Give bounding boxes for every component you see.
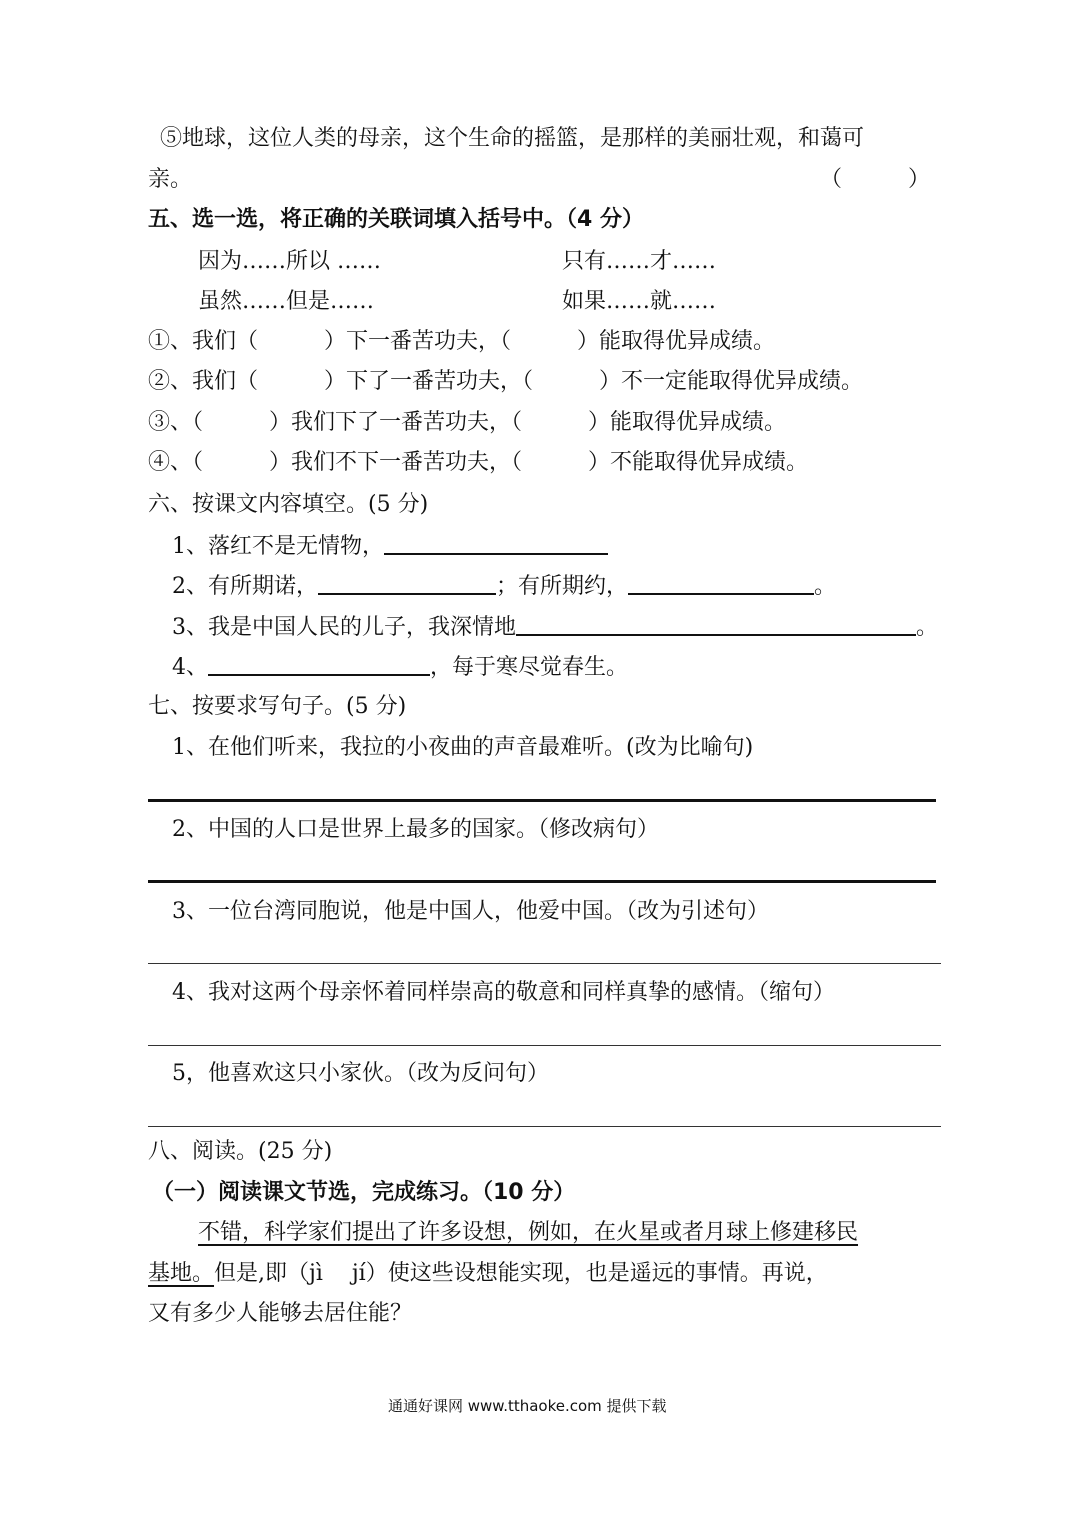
item4-text-a: 4、 — [172, 655, 208, 680]
section8-title: 八、阅读。(25 分) — [148, 1139, 333, 1164]
section7-item2: 2、中国的人口是世界上最多的国家。（修改病句） — [172, 817, 659, 842]
section7-title: 七、按要求写句子。(5 分) — [148, 694, 407, 719]
item2-text-b: ；有所期约， — [496, 574, 629, 599]
answer-line[interactable] — [148, 1045, 941, 1046]
option-suiran: 虽然……但是…… — [198, 289, 375, 314]
option-zhiyou: 只有……才…… — [562, 249, 717, 274]
section6-item1 — [172, 531, 608, 562]
answer-bracket: （ ） — [820, 167, 931, 192]
section6-item3 — [172, 612, 938, 643]
section5-item4: ④、（ ）我们不下一番苦功夫，（ ）不能取得优异成绩。 — [148, 450, 809, 475]
section7-item5: 5，他喜欢这只小家伙。（改为反问句） — [172, 1061, 549, 1086]
q4-item5-line1: ⑤地球，这位人类的母亲，这个生命的摇篮，是那样的美丽壮观，和蔼可 — [160, 126, 865, 151]
fill-blank[interactable] — [516, 612, 916, 636]
footer-text: 通通好课网 www.tthaoke.com 提供下载 — [388, 1397, 667, 1415]
item2-text-c: 。 — [814, 574, 837, 599]
section5-title: 五、选一选，将正确的关联词填入括号中。（4 分） — [148, 207, 644, 232]
section7-item4: 4、我对这两个母亲怀着同样崇高的敬意和同样真挚的感情。（缩句） — [172, 980, 835, 1005]
answer-line[interactable] — [148, 799, 936, 802]
item4-text-b: ，每于寒尽觉春生。 — [430, 655, 629, 680]
answer-line[interactable] — [148, 1126, 941, 1127]
reading-para-line2 — [148, 1259, 828, 1289]
item2-text-a: 2、有所期诺， — [172, 574, 318, 599]
answer-line[interactable] — [148, 880, 936, 883]
reading-para-line3: 又有多少人能够去居住能？ — [148, 1301, 413, 1326]
section6-title: 六、按课文内容填空。(5 分) — [148, 492, 429, 517]
underlined-sentence-end: 基地。 — [148, 1261, 215, 1286]
section5-item3: ③、（ ）我们下了一番苦功夫，（ ）能取得优异成绩。 — [148, 410, 787, 435]
item1-text: 1、落红不是无情物， — [172, 534, 384, 559]
section5-item1: ①、我们（ ）下一番苦功夫，（ ）能取得优异成绩。 — [148, 329, 776, 354]
reading-para-line1 — [198, 1218, 858, 1248]
section7-item1: 1、在他们听来，我拉的小夜曲的声音最难听。(改为比喻句) — [172, 735, 754, 760]
underlined-sentence: 不错，科学家们提出了许多设想，例如，在火星或者月球上修建移民 — [198, 1220, 859, 1245]
section7-item3: 3、一位台湾同胞说，他是中国人，他爱中国。（改为引述句） — [172, 899, 769, 924]
q4-item5-line2: 亲。 — [148, 167, 193, 192]
reading-subtitle: （一）阅读课文节选，完成练习。（10 分） — [152, 1180, 576, 1205]
section6-item2 — [172, 571, 836, 602]
option-ruguo: 如果……就…… — [562, 289, 717, 314]
answer-line[interactable] — [148, 963, 941, 964]
fill-blank[interactable] — [208, 652, 430, 676]
para-text: 但是,即（jì jí）使这些设想能实现，也是遥远的事情。再说， — [214, 1261, 828, 1286]
item3-text-b: 。 — [916, 615, 939, 640]
section5-item2: ②、我们（ ）下了一番苦功夫，（ ）不一定能取得优异成绩。 — [148, 369, 864, 394]
item3-text-a: 3、我是中国人民的儿子，我深情地 — [172, 615, 516, 640]
fill-blank[interactable] — [318, 571, 496, 595]
section6-item4 — [172, 652, 628, 683]
fill-blank[interactable] — [628, 571, 814, 595]
option-yinwei: 因为……所以 …… — [198, 249, 381, 274]
fill-blank[interactable] — [384, 531, 608, 555]
